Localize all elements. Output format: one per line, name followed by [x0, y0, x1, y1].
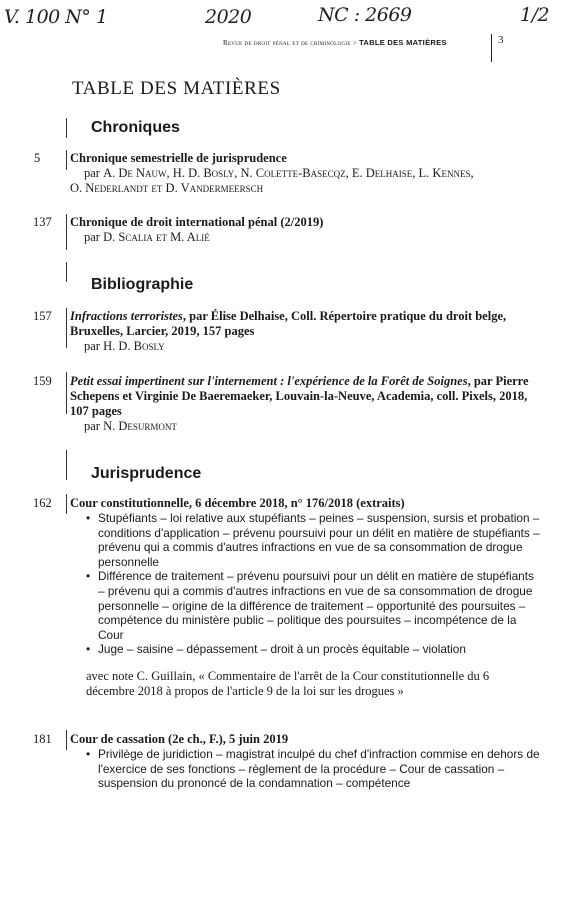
entry-title: Chronique semestrielle de jurisprudence [70, 151, 287, 165]
keyword-item: • Juge – saisine – dépassement – droit à un procès équitable – violation [86, 642, 540, 657]
entry-authors: par D. Scalia et M. Alié [84, 230, 210, 244]
entry-page-number: 137 [33, 215, 52, 229]
entry-page-number: 181 [33, 732, 52, 746]
entry-authors: par A. De Nauw, H. D. Bosly, N. Colette-Basecqz, E. Delhaise, L. Kennes, O. Nederlandt et D. Vandermeersch [70, 166, 474, 195]
entry-title: Chronique de droit international pénal (2/2019) [70, 215, 324, 229]
toc-entry [33, 215, 540, 245]
header-section: TABLE DES MATIÈRES [359, 38, 447, 47]
keyword-list [70, 747, 540, 791]
handwritten-volume: V. 100 N° 1 [4, 6, 108, 28]
section-heading-jurisprudence: Jurisprudence [91, 465, 202, 482]
handwritten-year: 2020 [205, 6, 252, 28]
entry-title: Cour de cassation (2e ch., F.), 5 juin 2019 [70, 732, 289, 746]
handwritten-code: NC : 2669 [318, 4, 412, 26]
entry-page-number: 157 [33, 309, 52, 323]
keyword-item: • Différence de traitement – prévenu poursuivi pour un délit en matière de stupéfiants – prévenu qui a commis d'autres infractions en vue de sa consommation de drogue personnelle – origine de la différence de traitement – opportunité des poursuites – compétence du ministère public – politique des poursuites – incompétence de la Cour [86, 569, 540, 642]
gutter-rule [66, 730, 67, 750]
entry-page-number: 162 [33, 496, 52, 510]
gutter-rule [66, 214, 67, 250]
entry-authors: par N. Desurmont [84, 419, 177, 433]
section-heading-bibliographie: Bibliographie [91, 276, 194, 293]
toc-entry [33, 374, 540, 434]
gutter-rule [66, 494, 67, 514]
gutter-rule [66, 118, 67, 138]
toc-entry [33, 496, 540, 699]
keyword-item: • Stupéfiants – loi relative aux stupéfiants – peines – suspension, sursis et probation – conditions d'application – prévenu poursuivi pour un délit en matière de stupéfiants – prévenu qui a commis d'autres infractions en vue de sa consommation de drogue personnelle [86, 511, 540, 569]
gutter-rule [66, 450, 67, 480]
gutter-rule [66, 150, 67, 170]
toc-entry [34, 151, 540, 196]
keyword-item: • Privilège de juridiction – magistrat inculpé du chef d'infraction commise en dehors de l'exercice de ses fonctions – règlement de la procédure – Cour de cassation – suspension du prononcé de la condamnation – compétence [86, 747, 540, 791]
entry-title: Infractions terroristes, par Élise Delhaise, Coll. Répertoire pratique du droit belge, Bruxelles, Larcier, 2019, 157 pages [70, 309, 507, 338]
toc-entry [33, 309, 540, 354]
page-title: TABLE DES MATIÈRES [72, 78, 281, 99]
gutter-rule [66, 372, 67, 414]
running-header [223, 38, 447, 47]
gutter-rule [66, 308, 67, 348]
entry-page-number: 159 [33, 374, 52, 388]
entry-authors: par H. D. Bosly [84, 339, 165, 353]
handwritten-fraction: 1/2 [520, 4, 550, 26]
header-arrow: > [352, 39, 357, 47]
section-heading-chroniques: Chroniques [91, 119, 180, 136]
entry-page-number: 5 [34, 151, 41, 165]
keyword-list [70, 511, 540, 657]
page-number: 3 [491, 34, 504, 62]
toc-entry [33, 732, 540, 791]
gutter-rule [66, 262, 67, 282]
entry-title: Cour constitutionnelle, 6 décembre 2018, n° 176/2018 (extraits) [70, 496, 405, 510]
entry-note: avec note C. Guillain, « Commentaire de l'arrêt de la Cour constitutionnelle du 6 décembre 2018 à propos de l'article 9 de la loi sur les drogues » [86, 668, 490, 698]
entry-title: Petit essai impertinent sur l'internement : l'expérience de la Forêt de Soignes, par Pierre Schepens et Virginie De Baeremaeker, Louvain-la-Neuve, Academia, coll. Pixels, 2018, 107 pages [70, 374, 529, 418]
journal-name: Revue de droit pénal et de criminologie [223, 39, 351, 47]
